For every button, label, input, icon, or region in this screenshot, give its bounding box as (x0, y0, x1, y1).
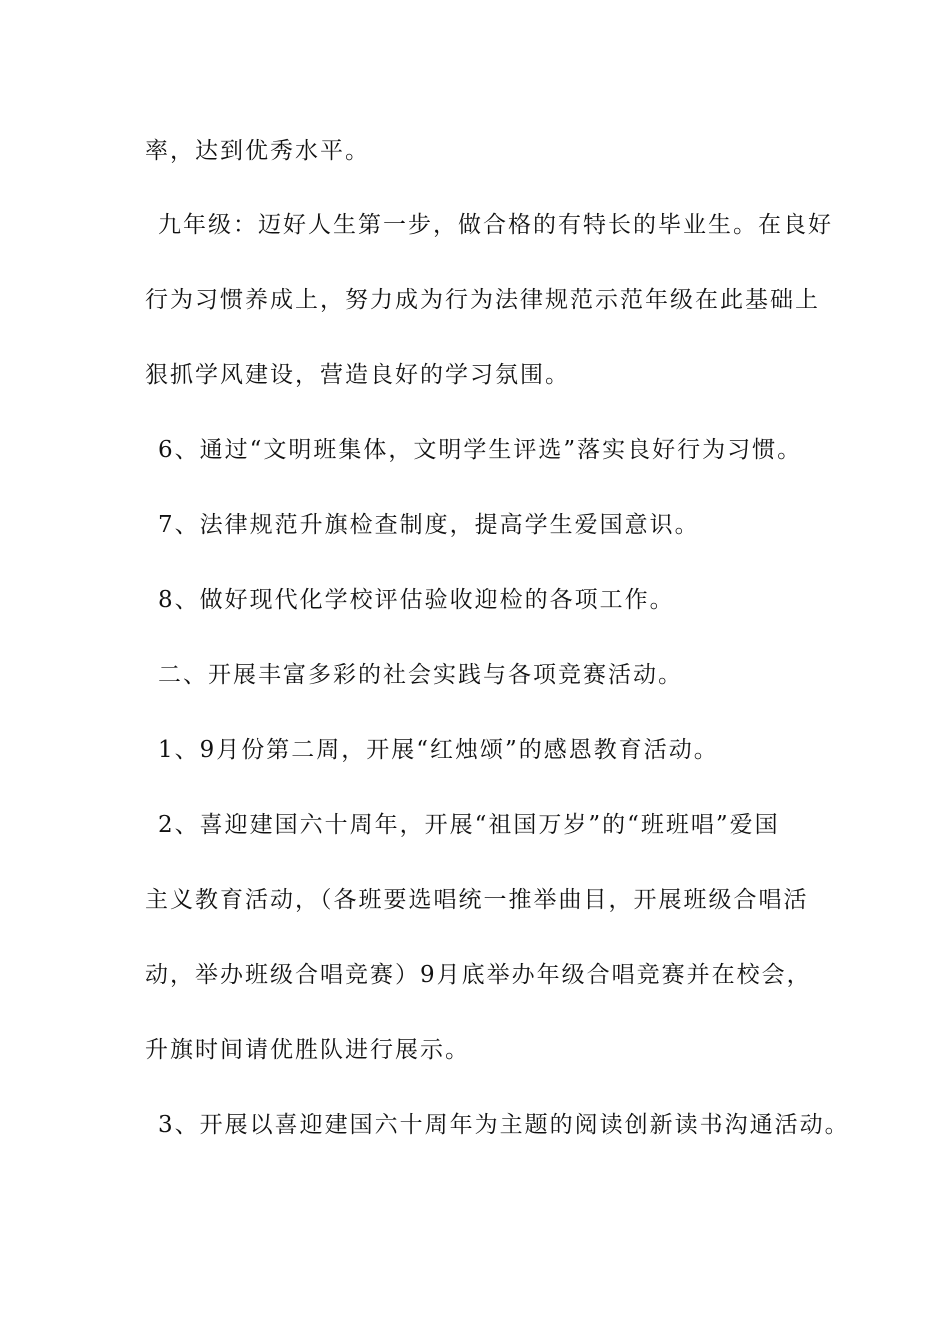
text-line: 8、做好现代化学校评估验收迎检的各项工作。 (158, 587, 675, 613)
text-line: 升旗时间请优胜队进行展示。 (145, 1037, 470, 1063)
text-line: 3、开展以喜迎建国六十周年为主题的阅读创新读书沟通活动。 (158, 1112, 850, 1138)
section-heading: 二、开展丰富多彩的社会实践与各项竞赛活动。 (158, 662, 683, 688)
text-line: 1、9月份第二周，开展“红烛颂”的感恩教育活动。 (158, 737, 719, 763)
text-line: 动，举办班级合唱竞赛）9月底举办年级合唱竞赛并在校会， (145, 962, 812, 988)
text-line: 7、法律规范升旗检查制度，提高学生爱国意识。 (158, 512, 700, 538)
text-line: 九年级：迈好人生第一步，做合格的有特长的毕业生。在良好 (158, 212, 833, 238)
text-line: 6、通过“文明班集体，文明学生评选”落实良好行为习惯。 (158, 437, 803, 463)
text-line: 率，达到优秀水平。 (145, 138, 370, 164)
text-line: 2、喜迎建国六十周年，开展“祖国万岁”的“班班唱”爱国 (158, 812, 780, 838)
text-line: 狠抓学风建设，营造良好的学习氛围。 (145, 362, 570, 388)
text-line: 主义教育活动，（各班要选唱统一推举曲目，开展班级合唱活 (145, 887, 809, 913)
text-line: 行为习惯养成上，努力成为行为法律规范示范年级在此基础上 (145, 287, 820, 313)
